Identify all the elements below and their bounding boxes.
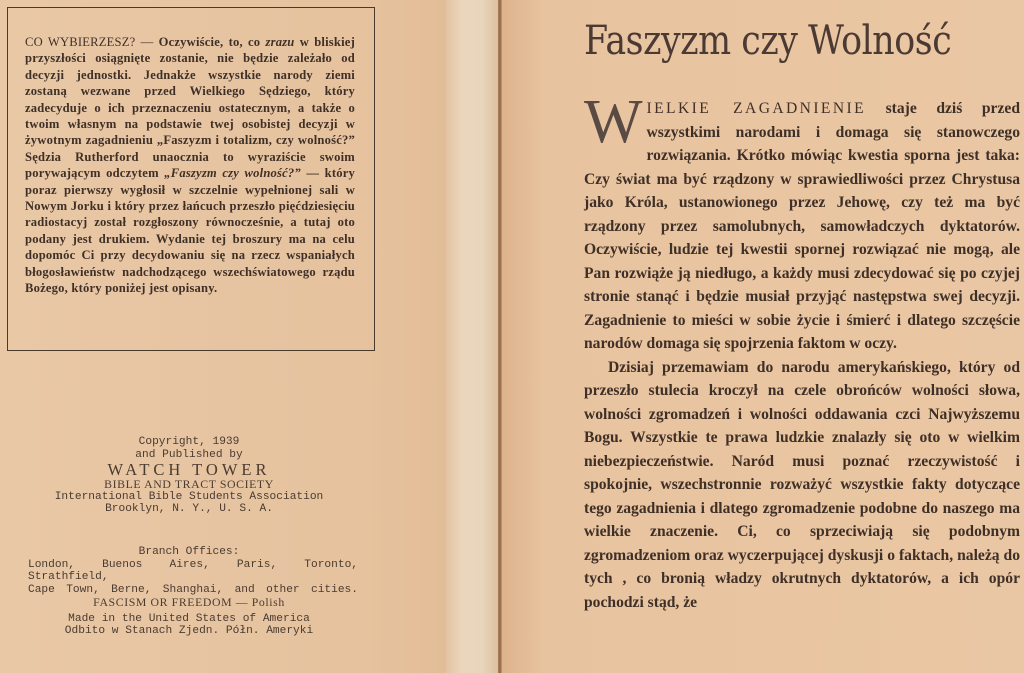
- made-in-polish-line: Odbito w Stanach Zjedn. Półn. Ameryki: [64, 625, 314, 638]
- branch-line: Cape Town, Berne, Shanghai, and other cities.: [28, 583, 358, 596]
- edition-line: FASCISM OR FREEDOM — Polish: [93, 595, 285, 609]
- opening-caps: IELKIE ZAGADNIENIE: [646, 100, 867, 117]
- notice-italic: zrazu: [265, 35, 295, 49]
- made-in-line: Made in the United States of America: [68, 612, 310, 625]
- copyright-block: [0, 436, 378, 516]
- association-name: International Bible Students Association: [54, 490, 324, 503]
- copyright-line: Copyright, 1939: [138, 436, 240, 448]
- notice-paragraph: [25, 34, 355, 297]
- society-name: BIBLE AND TRACT SOCIETY: [104, 477, 274, 492]
- publisher-location: Brooklyn, N. Y., U. S. A.: [105, 503, 273, 516]
- publisher-name: WATCH TOWER: [107, 460, 271, 480]
- branch-heading: Branch Offices:: [138, 546, 240, 558]
- paragraph-2: Dzisiaj przemawiam do narodu amerykańskiego, który od przeszło stulecia kroczył na czele obrońców wolności słowa, wolności zgromadzeń i wolności oddawania czci Najwyższemu Bogu. Wszystkie te prawa ludzkie znalazły się oto w wielkim niebezpieczeństwie. Naród musi poznać rzeczywistość i spokojnie, wszechstronnie rozważyć wszystkie fakty dotyczące tego zagadnienia i dlatego zgromadzenie podobne do naszego ma wielkie znaczenie. Ci, co sprzeciwiają się podobnym zgromadzeniom oraz wyczerpującej dyskusji o faktach, należą do tych , co bronią władzy okrutnych dyktatorów, a ich opór pochodzi stąd, że: [584, 358, 1020, 611]
- article-body: [584, 88, 1020, 614]
- paragraph-1-text: staje dziś przed wszystkimi narodami i domaga się stanowczego rozwiązania. Krótko mówiąc kwestia sporna jest taka: Czy świat ma być rządzony w sprawiedliwości przez Chrystusa jako Króla, ustanowionego przez Jehowę, czy też ma być rządzony przez samolubnych, samowładczych dyktatorów. Oczywiście, ludzie tej kwestii spornej rozwiązać nie mogą, ale Pan rozwiąże ją niedługo, a każdy musi zdecydować się po czyjej stronie stanąć i będzie musiał przyjąć następstwa swej decyzji. Zagadnienie to mieści w sobie życie i śmierć i dlatego szczęście narodów domaga się spojrzenia faktom w oczy.: [584, 100, 1020, 352]
- notice-text-part: Oczywiście, to, co: [158, 35, 266, 49]
- page-title: Faszyzm czy Wolność: [584, 18, 952, 64]
- paragraph-1: [584, 88, 1020, 356]
- branch-line: London, Buenos Aires, Paris, Toronto, Strathfield,: [28, 558, 358, 584]
- published-by-line: and Published by: [135, 448, 243, 461]
- notice-text-part: w bliskiej przyszłości osiągnięte zostanie, nie będzie zależało od decyzji jednostki. Jednakże wszystkie narody ziemi zostaną wezwane przed Wielkiego Sędziego, który zadecyduje o ich przeznaczeniu ostatecznym, a także o twoim własnym na podstawie twej osobistej decyzji w żywotnym zagadnieniu „Faszyzm i totalizm, czy wolność?” Sędzia Rutherford unaocznia to wyraziście swoim porywającym odczytem: [25, 35, 355, 181]
- edition-block: [0, 596, 378, 638]
- notice-text-part: — który poraz pierwszy wygłosił w szczelnie wypełnionej sali w Nowym Jorku i który przez łańcuch przeszło pięćdziesięciu radiostacyj został rozgłoszony równocześnie, a tutaj oto podany jest drukiem. Wydanie tej broszury ma na celu dopomóc Ci przy decydowaniu się na rzecz wspaniałych błogosławieństw nadchodzącego wszechświatowego rządu Bożego, który poniżej jest opisany.: [25, 166, 356, 296]
- branch-offices-block: [0, 546, 378, 596]
- notice-italic-title: „Faszyzm czy wolność?”: [164, 166, 301, 181]
- drop-cap: W: [584, 88, 643, 156]
- spine-fold: [446, 0, 498, 673]
- notice-lead: CO WYBIERZESZ? —: [25, 35, 154, 49]
